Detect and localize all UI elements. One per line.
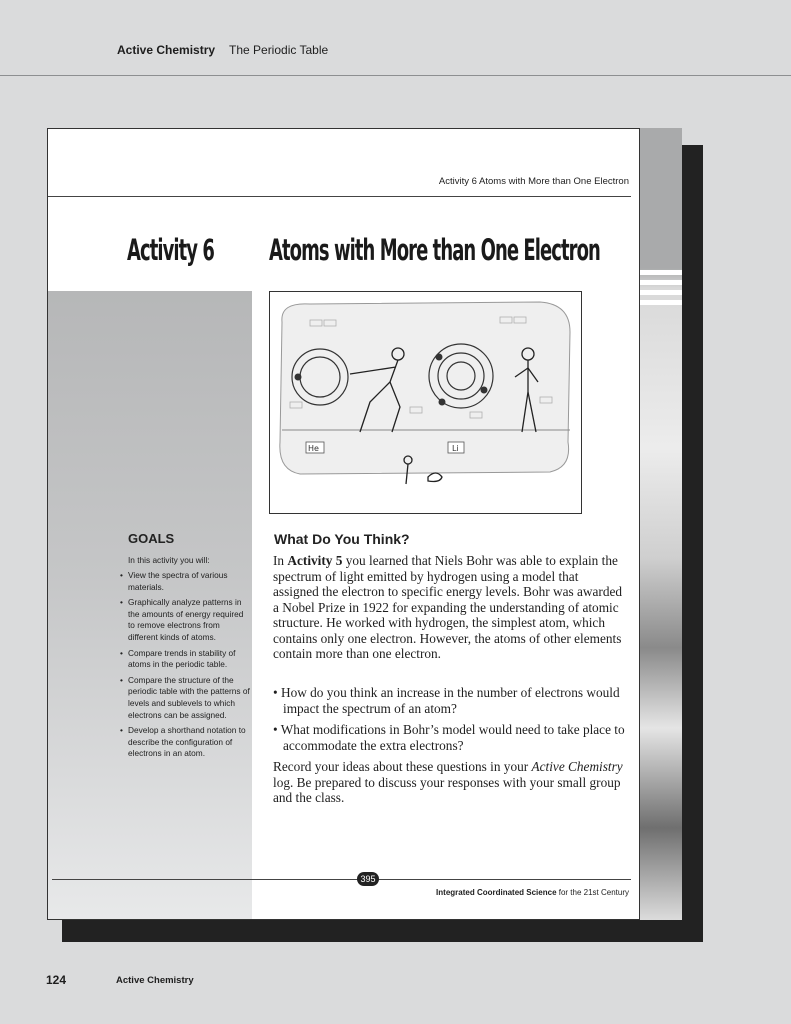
activity-title: Atoms with More than One Electron: [269, 233, 600, 267]
book-title: Active Chemistry: [117, 43, 216, 57]
series-title: Integrated Coordinated Science for the 21st Century: [436, 888, 629, 897]
footer-rule: [52, 879, 631, 880]
question-bullet: • How do you think an increase in the number of electrons would impact the spectrum of an atom?: [273, 685, 620, 716]
book-header: [0, 0, 791, 76]
goal-item: • Compare trends in stability of atoms in the periodic table.: [118, 648, 250, 671]
folio-title: Active Chemistry: [116, 975, 194, 986]
electron-dot: [295, 374, 302, 381]
goal-item: • View the spectra of various materials.: [118, 570, 250, 593]
page-number-badge: 395: [357, 872, 379, 886]
goal-item: • Graphically analyze patterns in the amounts of energy required to remove electrons from different kinds of atoms.: [118, 597, 250, 643]
goals-list: [118, 570, 250, 764]
running-head: Activity 6 Atoms with More than One Electron: [438, 176, 629, 187]
closing-paragraph: Record your ideas about these questions in your Active Chemistry log. Be prepared to discuss your responses with your small group and the class.: [273, 759, 623, 805]
cartoon-illustration: [269, 291, 582, 514]
intro-paragraph: In Activity 5 you learned that Niels Bohr was able to explain the spectrum of light emitted by hydrogen using a model that assigned the electron to specific energy levels. Bohr was awarded a Nobel Prize in 1922 for expanding the understanding of atomic structure. He worked with hydrogen, the simplest atom, which contains only one electron. However, the atoms of other elements contain more than one electron.: [273, 553, 623, 661]
section-heading: What Do You Think?: [274, 531, 410, 547]
goals-heading: GOALS: [128, 531, 175, 546]
goal-item: • Develop a shorthand notation to describe the configuration of electrons in an atom.: [118, 725, 250, 760]
header-rule: [48, 196, 631, 197]
decorative-stripe: [640, 290, 682, 295]
chapter-title: The Periodic Table: [229, 43, 329, 57]
cartoon-label-li: Li: [452, 444, 459, 453]
decorative-side-image: [640, 128, 682, 920]
electron-dot: [439, 399, 446, 406]
electron-dot: [481, 387, 488, 394]
electron-dot: [436, 354, 443, 361]
textbook-page: [47, 128, 640, 920]
folio-number: 124: [46, 973, 67, 987]
decorative-stripe: [640, 280, 682, 285]
activity-number: Activity 6: [127, 233, 215, 267]
cartoon-label-he: He: [308, 444, 319, 453]
decorative-stripe: [640, 300, 682, 305]
decorative-stripe: [640, 270, 682, 275]
question-bullet: • What modifications in Bohr’s model would need to take place to accommodate the extra electrons?: [273, 722, 625, 753]
goals-intro: In this activity you will:: [128, 555, 210, 565]
cartoon-drawing: [270, 292, 581, 513]
goal-item: • Compare the structure of the periodic table with the patterns of levels and sublevels to which electrons can be assigned.: [118, 675, 250, 721]
